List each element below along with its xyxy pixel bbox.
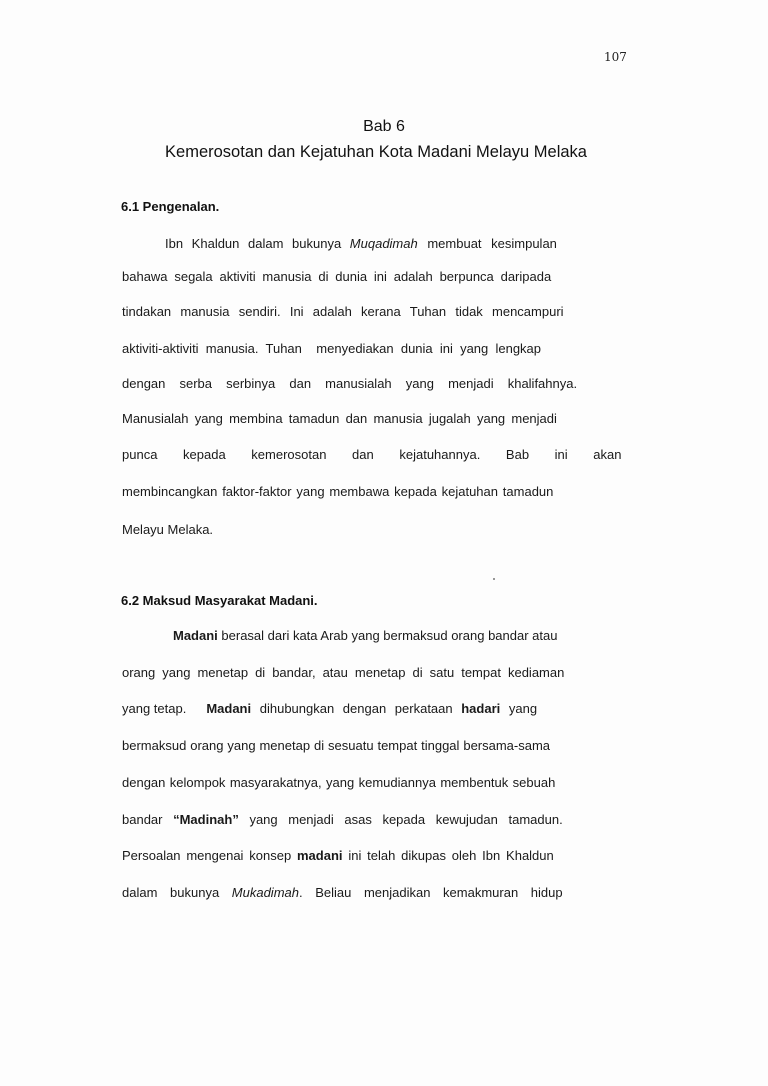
paragraph-line-6-1-7: punca kepada kemerosotan dan kejatuhannya. Bab ini akan: [122, 447, 622, 462]
emphasis-title: Muqadimah: [349, 236, 418, 251]
text-run: yang: [500, 701, 538, 716]
text-run: yang menjadi asas kepada kewujudan tamadun.: [238, 812, 563, 827]
chapter-label: Bab 6: [363, 118, 405, 135]
paragraph-line-6-1-8: membincangkan faktor-faktor yang membawa kepada kejatuhan tamadun: [122, 484, 554, 499]
paragraph-line-6-2-1: [173, 628, 557, 643]
paragraph-line-6-1-1: [165, 236, 631, 251]
paragraph-line-6-2-6: [122, 812, 563, 827]
section-heading-6-2: 6.2 Maksud Masyarakat Madani.: [121, 593, 318, 608]
term-madani: madani: [297, 848, 343, 863]
paragraph-line-6-2-3: [122, 701, 537, 716]
scan-speck: [493, 578, 495, 580]
text-run: dalam bukunya: [122, 885, 232, 900]
term-madani: Madani: [173, 628, 218, 643]
paragraph-line-6-1-5: dengan serba serbinya dan manusialah yang menjadi khalifahnya.: [122, 376, 578, 391]
paragraph-line-6-1-6: Manusialah yang membina tamadun dan manusia jugalah yang menjadi: [122, 411, 557, 426]
text-run: ini telah dikupas oleh Ibn Khaldun: [342, 848, 554, 863]
text-run: Ibn Khaldun dalam bukunya: [165, 236, 350, 251]
paragraph-line-6-2-4: bermaksud orang yang menetap di sesuatu tempat tinggal bersama-sama: [122, 738, 551, 753]
text-run: dihubungkan dengan perkataan: [251, 701, 462, 716]
chapter-title: Kemerosotan dan Kejatuhan Kota Madani Melayu Melaka: [165, 143, 587, 161]
term-hadari: hadari: [461, 701, 501, 716]
paragraph-line-6-2-5: dengan kelompok masyarakatnya, yang kemudiannya membentuk sebuah: [122, 775, 556, 790]
page-number: 107: [604, 50, 627, 64]
term-madani: Madani: [206, 701, 252, 716]
text-run: yang tetap.: [122, 701, 187, 716]
paragraph-line-6-1-4: aktiviti-aktiviti manusia. Tuhan menyediakan dunia ini yang lengkap: [122, 341, 542, 356]
paragraph-line-6-2-7: [122, 848, 554, 863]
text-run: . Beliau menjadikan kemakmuran hidup: [298, 885, 563, 900]
text-run: membuat kesimpulan: [417, 236, 557, 251]
paragraph-line-6-1-9: Melayu Melaka.: [122, 522, 214, 537]
paragraph-line-6-1-3: tindakan manusia sendiri. Ini adalah kerana Tuhan tidak mencampuri: [122, 304, 564, 319]
text-run: berasal dari kata Arab yang bermaksud orang bandar atau: [217, 628, 558, 643]
paragraph-line-6-2-2: orang yang menetap di bandar, atau menetap di satu tempat kediaman: [122, 665, 565, 680]
text-run: bandar: [122, 812, 174, 827]
paragraph-line-6-2-8: [122, 885, 563, 900]
section-heading-6-1: 6.1 Pengenalan.: [121, 199, 220, 214]
emphasis-title: Mukadimah: [231, 885, 299, 900]
paragraph-line-6-1-2: bahawa segala aktiviti manusia di dunia ini adalah berpunca daripada: [122, 269, 552, 284]
term-madinah: “Madinah”: [173, 812, 239, 827]
text-run: Persoalan mengenai konsep: [122, 848, 297, 863]
